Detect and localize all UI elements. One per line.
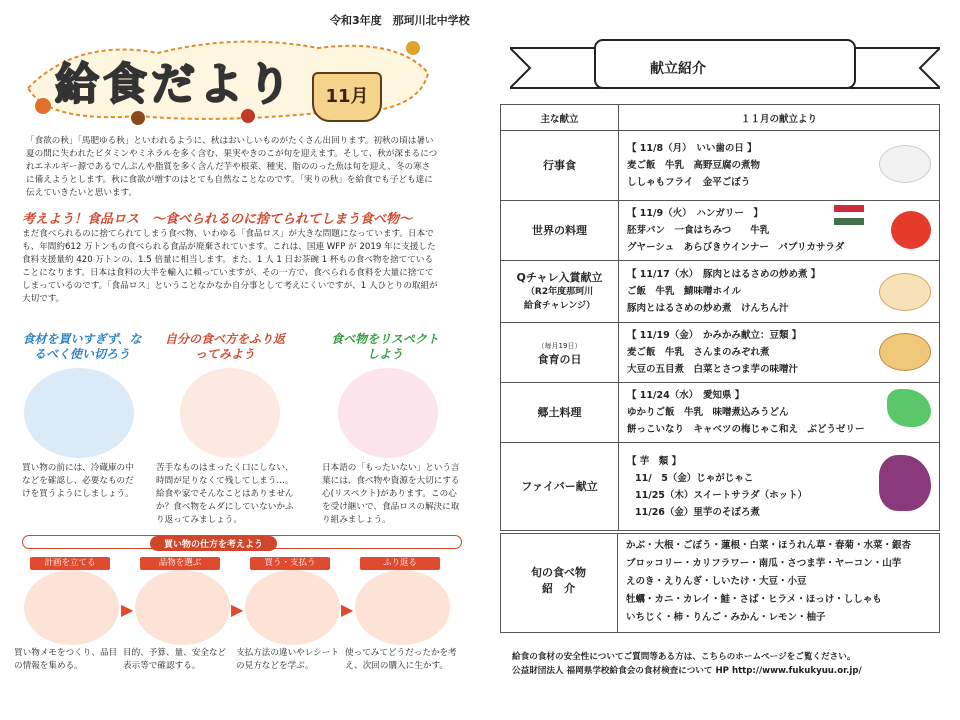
stirfry-dish-icon (879, 273, 931, 311)
header-main-menu: 主な献立 (501, 105, 619, 131)
seasonal-line: 牡蠣・カニ・カレイ・鮭・さば・ヒラメ・ほっけ・ししゃも (626, 594, 882, 605)
seasonal-line: えのき・えりんぎ・しいたけ・大豆・小豆 (626, 576, 807, 587)
tip-body-1: 買い物の前には、冷蔵庫の中などを確認し、必要なものだけを買うようにしましょう。 (22, 463, 134, 499)
detail-line: 【 芋 類 】 (627, 455, 682, 467)
tip-title-1: 食材を買いすぎず、なるべく使い切ろう (22, 332, 142, 361)
table-row (501, 443, 940, 531)
step-label-4: ふり返る (360, 557, 440, 570)
row-detail (619, 261, 940, 323)
tip-title-2: 自分の食べ方をふり返ってみよう (164, 332, 285, 361)
food-loss-body: まだ食べられるのに捨てられてしまう食べ物、いわゆる「食品ロス」が大きな問題になっています。日本でも、年間約612 万トンもの食べられる食品が廃棄されています。これは、国連 WFP が 2019 年に支援した食料支援量約 420 万トンの、1.5 倍量に相当します。また、1 人 1 日お茶碗 1 杯もの食べ物を捨てていることになります。日本は食料の大半を輸入に頼っていますが、その一方で、食べられる食料を大量に捨ててしまっているのです。「食品ロス」ということなかなか自分事として考えにくいですが、1 人ひとりの取組が大切です。 (22, 229, 438, 304)
food-loss-heading: 考えよう！食品ロス ～食べられるのに捨てられてしまう食べ物～ (22, 212, 413, 227)
menu-title: 献立紹介 (650, 61, 706, 77)
category-sub: （R2年度那珂川 給食チャレンジ） (523, 286, 596, 311)
step-text-2: 目的、予算、量、安全など表示等で確認する。 (123, 648, 227, 671)
detail-line: 餅っこいなり キャベツの梅じゃこ和え ぶどうゼリー (627, 424, 865, 435)
tooth-icon (879, 145, 931, 183)
row-category (501, 261, 619, 323)
seasonal-line: かぶ・大根・ごぼう・蓮根・白菜・ほうれん草・春菊・水菜・銀杏 (626, 540, 912, 551)
detail-line: 【 11/17（水） 豚肉とはるさめの炒め煮 】 (627, 269, 821, 280)
step-illustration-3 (245, 570, 340, 645)
detail-line: 【 11/8（月） いい歯の日 】 (627, 143, 757, 154)
step-illustration-4 (355, 570, 450, 645)
intro-text: 「食欲の秋」「馬肥ゆる秋」といわれるように、秋はおいしいものがたくさん出回ります。初秋の頃は暑い夏の間に失われたビタミンやミネラルを多く含む、果実やきのこが旬を迎えます。そして、秋が深まるにつれエネルギー源であるでんぷんや脂質を多く含んだ芋や根菜、種実、脂ののった魚は旬を迎え、冬の寒さに備えようとします。秋に食欲が増すのはとても自然なことなのです。「実りの秋」を給食でも子ども達に伝えていきたいと思います。 (26, 136, 438, 198)
row-category (501, 323, 619, 383)
category-label: ファイバー献立 (521, 479, 598, 493)
tip-body-2: 苦手なものはまったく口にしない、時間が足りなくて残してしまう…。給食や家でそんなことはありませんか？食べ物をムダにしていないかふり返ってみましょう。 (156, 463, 294, 525)
footer-note (512, 650, 942, 678)
hungary-flag-icon (834, 205, 864, 225)
row-detail (619, 323, 940, 383)
row-detail (619, 201, 940, 261)
arrow-right-icon: ▶ (341, 600, 354, 619)
leaf-icon (406, 41, 420, 55)
detail-line: 【 11/9（火） ハンガリー 】 (627, 208, 763, 219)
detail-line: 【 11/19（金） かみかみ献立：豆類 】 (627, 330, 802, 341)
detail-line: 麦ご飯 牛乳 高野豆腐の煮物 (627, 160, 761, 171)
detail-line: グヤーシュ あらびきウインナー パプリカサラダ (627, 242, 845, 253)
school-name: 令和3年度 那珂川北中学校 (330, 14, 470, 27)
month-badge: 11月 (312, 72, 382, 122)
header-november: １１月の献立より (619, 105, 940, 131)
row-category (501, 201, 619, 261)
detail-line: 11/26（金）里芋のそぼろ煮 (635, 506, 760, 518)
row-category (501, 131, 619, 201)
newsletter-title: 給食だより (55, 59, 295, 110)
bean-dish-icon (879, 333, 931, 371)
table-row (501, 323, 940, 383)
table-row (501, 261, 940, 323)
seasonal-line: ブロッコリー・カリフラワー・南瓜・さつま芋・ヤーコン・山芋 (626, 558, 902, 569)
paprika-icon (891, 211, 931, 249)
eating-illustration (180, 368, 280, 458)
step-text-3: 支払方法の違いやレシートの見方などを学ぶ。 (236, 648, 339, 671)
table-row (501, 131, 940, 201)
leaf-icon (35, 98, 51, 114)
step-text-1: 買い物メモをつくり、品目の情報を集める。 (14, 648, 118, 671)
seasonal-line: いちじく・柿・りんご・みかん・レモン・柚子 (626, 612, 826, 623)
row-detail (619, 131, 940, 201)
step-label-2: 品物を選ぶ (140, 557, 220, 570)
row-detail (619, 443, 940, 531)
footer-line: 給食の食材の安全性についてご質問等ある方は、こちらのホームページをご覧ください。 (512, 652, 856, 662)
detail-line: 【 11/24（水） 愛知県 】 (627, 390, 745, 401)
table-row (501, 201, 940, 261)
category-label: Qチャレ入賞献立 (516, 270, 603, 284)
tip-title-3: 食べ物をリスペクトしよう (331, 332, 439, 361)
category-label: 行事食 (543, 158, 576, 172)
table-header-row (501, 105, 940, 131)
row-detail (619, 383, 940, 443)
detail-line: 胚芽パン 一食はちみつ 牛乳 (627, 225, 770, 236)
footer-link[interactable]: 公益財団法人 福岡県学校給食会の食材検査について HP http://www.fukukyuu.or.jp/ (512, 666, 862, 676)
detail-line: 11/25（木）スイートサラダ（ホット） (635, 489, 808, 501)
table-row (501, 383, 940, 443)
detail-line: ししゃもフライ 金平ごぼう (627, 177, 751, 188)
category-label: 食育の日 (537, 352, 582, 366)
step-label-1: 計画を立てる (30, 557, 110, 570)
category-sub: （毎月19日） (537, 341, 582, 350)
step-label-3: 買う・支払う (250, 557, 330, 570)
step-text-4: 使ってみてどうだったかを考え、次回の購入に生かす。 (345, 648, 457, 671)
menu-ribbon (510, 38, 940, 98)
tip-body-3: 日本語の「もったいない」という言葉には、食べ物や資源を大切にする心(リスペクト)があります。この心を受け継いで、食品ロスの解決に取り組みましょう。 (322, 463, 460, 525)
step-illustration-2 (135, 570, 230, 645)
detail-line: ご飯 牛乳 鯖味噌ホイル (627, 286, 742, 297)
row-category (501, 383, 619, 443)
row-category (501, 443, 619, 531)
chestnut-icon (131, 111, 145, 125)
farmer-illustration (338, 368, 438, 458)
detail-line: 豚肉とはるさめの炒め煮 けんちん汁 (627, 303, 789, 314)
seasonal-heading: 旬の食べ物 紹 介 (500, 533, 618, 633)
detail-line: 11/ 5（金）じゃがじゃこ (635, 472, 754, 484)
arrow-right-icon: ▶ (121, 600, 134, 619)
category-label: 世界の料理 (532, 223, 587, 237)
seasonal-list (626, 537, 936, 627)
step-illustration-1 (24, 570, 119, 645)
steps-title: 買い物の仕方を考えよう (150, 536, 277, 551)
category-label: 郷土料理 (537, 405, 582, 419)
detail-line: ゆかりご飯 牛乳 味噌煮込みうどん (627, 407, 789, 418)
arrow-right-icon: ▶ (231, 600, 244, 619)
menu-table (500, 104, 940, 531)
detail-line: 麦ご飯 牛乳 さんまのみぞれ煮 (627, 347, 770, 358)
detail-line: 大豆の五目煮 白菜とさつま芋の味噌汁 (627, 364, 799, 375)
fridge-illustration (24, 368, 134, 458)
